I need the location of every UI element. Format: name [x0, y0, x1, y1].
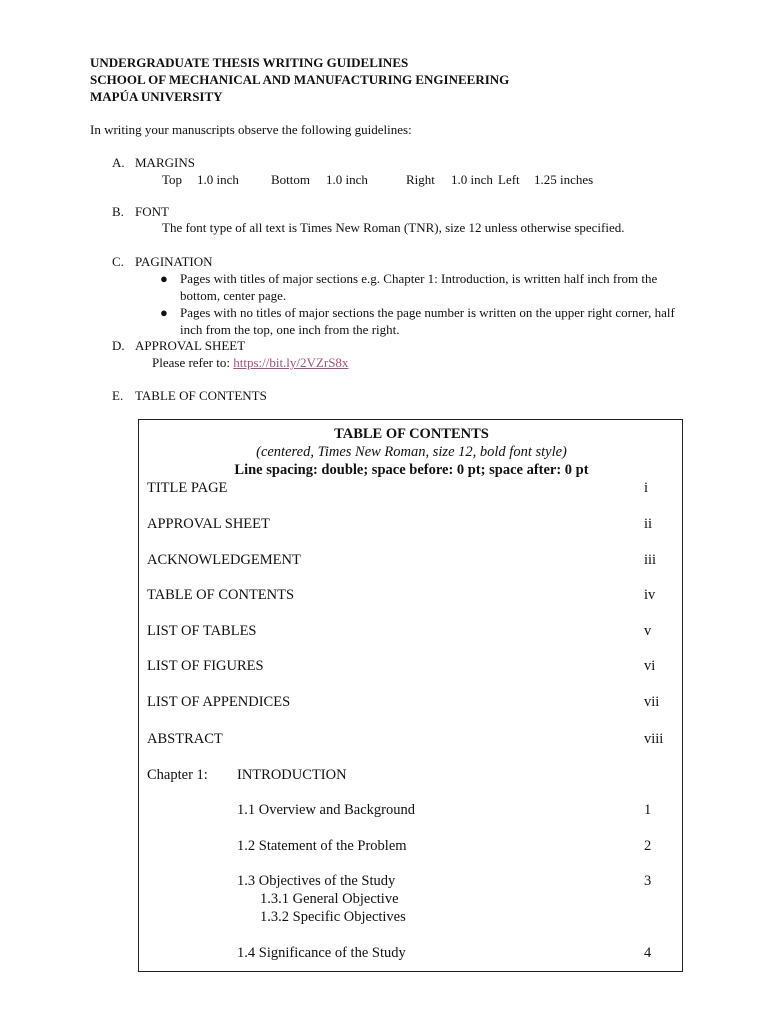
section-d-letter: D. — [112, 338, 125, 353]
section-a-title: MARGINS — [135, 155, 195, 170]
toc-entry-label: APPROVAL SHEET — [147, 516, 270, 532]
approval-refer-line — [152, 354, 348, 371]
toc-entry-page: ii — [644, 516, 653, 532]
section-a-letter: A. — [112, 155, 125, 170]
bullet-dot-icon: ● — [160, 271, 168, 286]
pagination-bullet-2-line-2: inch from the top, one inch from the right. — [180, 322, 400, 337]
pagination-bullet-2-line-1: Pages with no titles of major sections the page number is written on the upper right corner, half — [180, 305, 675, 320]
toc-chapter-label: Chapter 1: — [147, 767, 208, 783]
toc-entry-label: ACKNOWLEDGEMENT — [147, 552, 301, 568]
toc-entry-label: ABSTRACT — [147, 731, 223, 747]
toc-subentry-label: 1.4 Significance of the Study — [237, 945, 406, 961]
margin-top-label: Top — [162, 172, 183, 187]
pagination-bullet-1 — [180, 270, 720, 304]
approval-sheet-link[interactable]: https://bit.ly/2VZrS8x — [233, 355, 349, 370]
margin-bottom-value: 1.0 inch — [326, 172, 368, 187]
toc-subentry-label: 1.3 Objectives of the Study — [237, 873, 396, 889]
toc-entry-page: viii — [644, 731, 664, 747]
toc-title: TABLE OF CONTENTS — [334, 426, 489, 442]
section-c-letter: C. — [112, 254, 124, 269]
toc-subsubentry-label: 1.3.1 General Objective — [260, 891, 399, 907]
toc-spacing-note: Line spacing: double; space before: 0 pt; space after: 0 pt — [234, 462, 589, 478]
toc-sample-box — [138, 419, 683, 972]
toc-entry-page: iii — [644, 552, 657, 568]
doc-title-line-3: MAPÚA UNIVERSITY — [90, 89, 223, 104]
margin-bottom-label: Bottom — [271, 172, 311, 187]
margin-right-label: Right — [406, 172, 435, 187]
toc-subentry-page: 3 — [644, 873, 652, 889]
section-e-title: TABLE OF CONTENTS — [135, 388, 267, 403]
toc-subentry-page: 1 — [644, 802, 652, 818]
toc-entry-label: LIST OF TABLES — [147, 623, 257, 639]
toc-chapter-title: INTRODUCTION — [237, 767, 347, 783]
doc-title-line-2: SCHOOL OF MECHANICAL AND MANUFACTURING ENGINEERING — [90, 72, 510, 87]
intro-text: In writing your manuscripts observe the following guidelines: — [90, 122, 412, 137]
toc-subentry-label: 1.2 Statement of the Problem — [237, 838, 407, 854]
toc-subtitle: (centered, Times New Roman, size 12, bold font style) — [256, 444, 567, 460]
toc-entry-page: v — [644, 623, 652, 639]
bullet-dot-icon: ● — [160, 305, 168, 320]
pagination-bullet-1-line-1: Pages with titles of major sections e.g. Chapter 1: Introduction, is written half inch from the — [180, 271, 658, 286]
section-b-letter: B. — [112, 204, 124, 219]
pagination-bullet-1-line-2: bottom, center page. — [180, 288, 287, 303]
approval-refer-prefix: Please refer to: — [152, 355, 230, 370]
toc-subentry-page: 4 — [644, 945, 652, 961]
section-d-title: APPROVAL SHEET — [135, 338, 246, 353]
toc-entry-label: LIST OF APPENDICES — [147, 694, 291, 710]
toc-entry-page: vi — [644, 658, 656, 674]
toc-entry-label: TITLE PAGE — [147, 480, 228, 496]
toc-entry-page: iv — [644, 587, 656, 603]
margin-left-value: 1.25 inches — [534, 172, 594, 187]
toc-subentry-label: 1.1 Overview and Background — [237, 802, 415, 818]
toc-entry-label: LIST OF FIGURES — [147, 658, 264, 674]
margin-right-value: 1.0 inch — [451, 172, 493, 187]
section-c-title: PAGINATION — [135, 254, 213, 269]
section-b-title: FONT — [135, 204, 169, 219]
margin-left-label: Left — [498, 172, 520, 187]
margin-top-value: 1.0 inch — [197, 172, 239, 187]
toc-entry-page: i — [644, 480, 649, 496]
doc-title-line-1: UNDERGRADUATE THESIS WRITING GUIDELINES — [90, 55, 409, 70]
section-e-letter: E. — [112, 388, 124, 403]
toc-entry-label: TABLE OF CONTENTS — [147, 587, 295, 603]
toc-entry-page: vii — [644, 694, 660, 710]
toc-subsubentry-label: 1.3.2 Specific Objectives — [260, 909, 406, 925]
font-description: The font type of all text is Times New Roman (TNR), size 12 unless otherwise specified. — [162, 220, 625, 235]
toc-subentry-page: 2 — [644, 838, 652, 854]
pagination-bullet-2 — [180, 304, 720, 338]
